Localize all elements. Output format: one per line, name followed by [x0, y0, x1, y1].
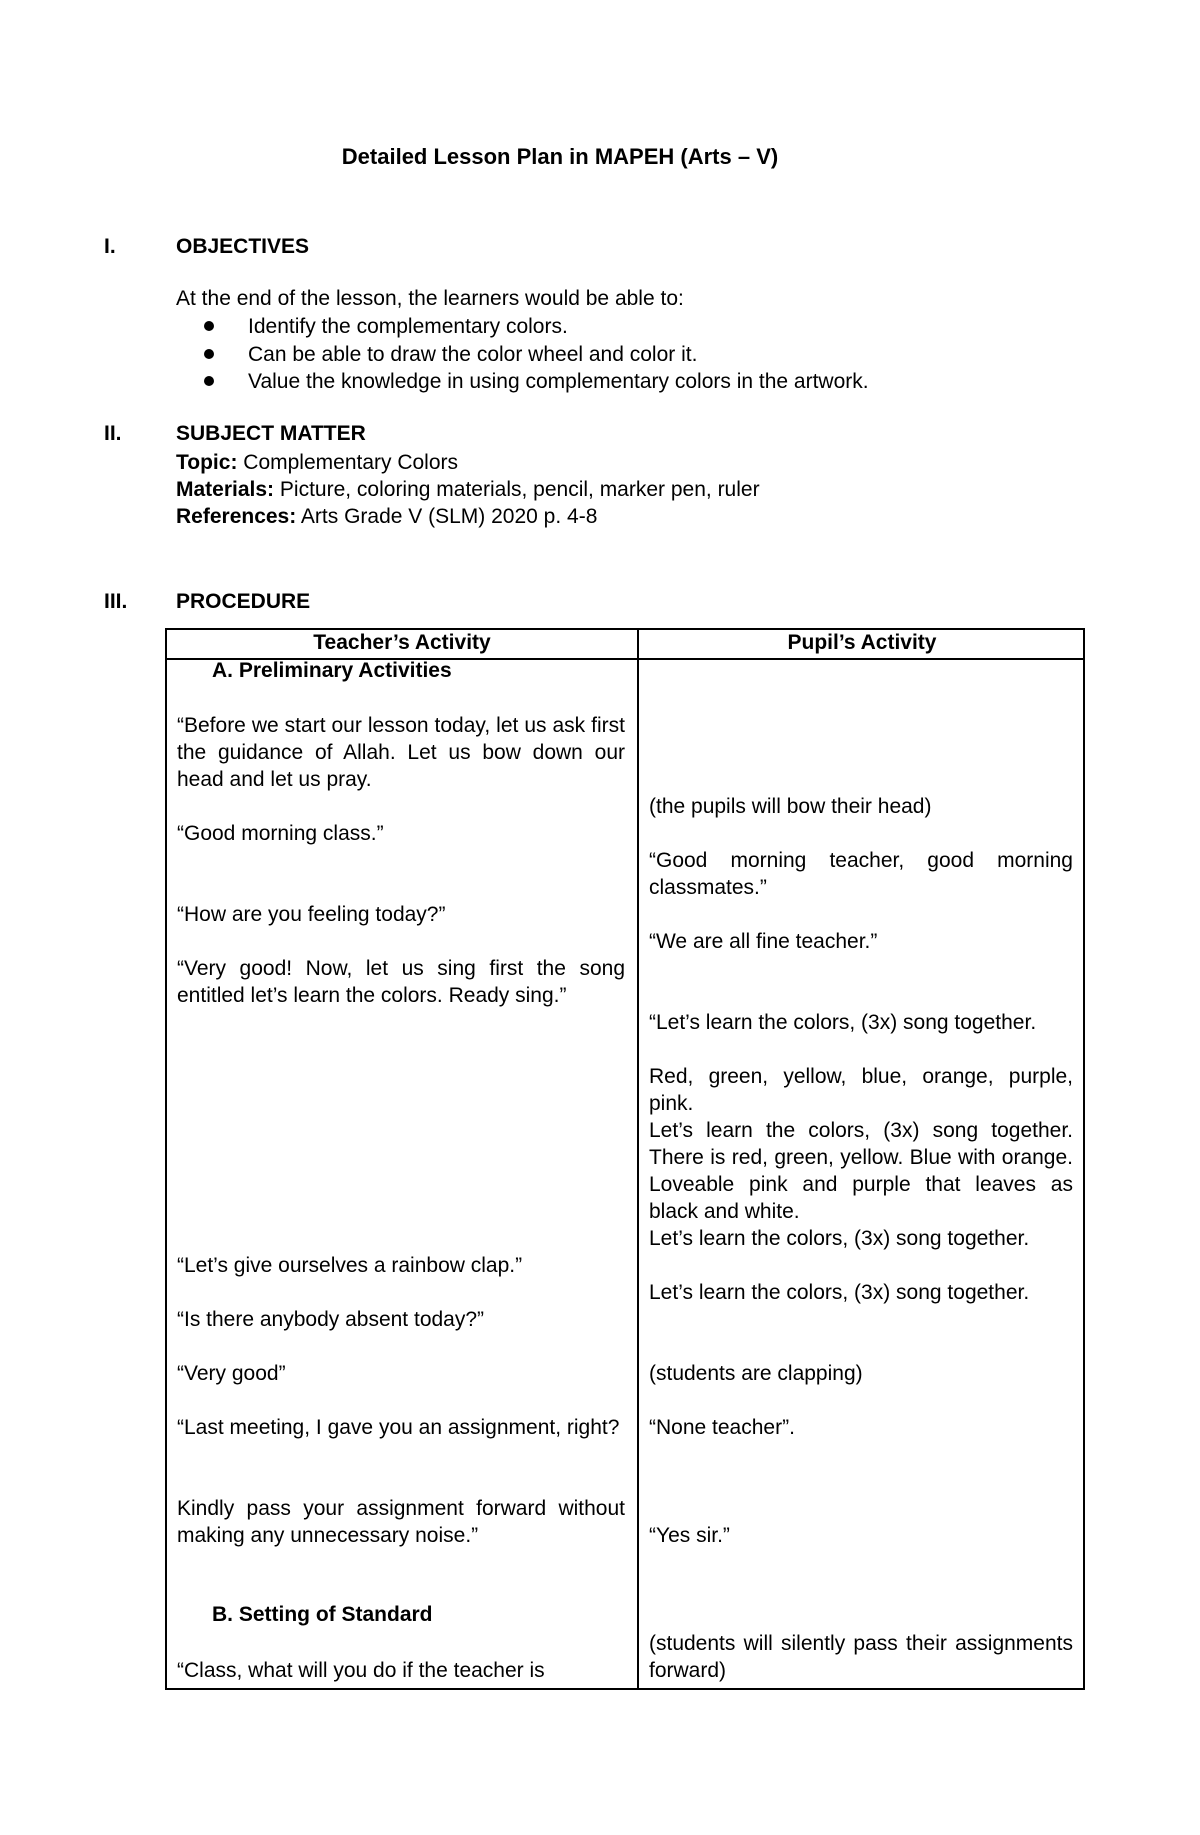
section-number: III.: [104, 590, 128, 613]
pupil-line: Let’s learn the colors, (3x) song together.: [649, 1281, 1030, 1304]
section-number: II.: [104, 422, 122, 445]
list-item: [204, 313, 869, 341]
section-heading-procedure: PROCEDURE: [176, 590, 311, 613]
pupil-line: Red, green, yellow, blue, orange, purple, pink.: [649, 1065, 1073, 1115]
references-label: References:: [176, 505, 297, 528]
pupil-line: “We are all fine teacher.”: [649, 930, 878, 953]
teacher-line: “Very good”: [177, 1362, 286, 1385]
pupil-line: (students are clapping): [649, 1362, 863, 1385]
teacher-line: “Let’s give ourselves a rainbow clap.”: [177, 1254, 523, 1277]
section-heading-objectives: OBJECTIVES: [176, 235, 310, 258]
pupil-line: (the pupils will bow their head): [649, 795, 932, 818]
pupil-line: “Let’s learn the colors, (3x) song together.: [649, 1011, 1037, 1034]
subheading-preliminary: A. Preliminary Activities: [212, 659, 452, 682]
section-number: I.: [104, 235, 116, 258]
teacher-line: “How are you feeling today?”: [177, 903, 446, 926]
pupil-line: “Good morning teacher, good morning classmates.”: [649, 849, 1073, 899]
teacher-line: “Is there anybody absent today?”: [177, 1308, 485, 1331]
list-item: [204, 368, 869, 396]
table-header-row: [167, 630, 1083, 660]
objectives-intro: At the end of the lesson, the learners would be able to:: [176, 287, 684, 310]
header-teacher-activity: Teacher’s Activity: [313, 631, 491, 654]
bullet-icon: [204, 376, 214, 386]
references-value: Arts Grade V (SLM) 2020 p. 4-8: [300, 505, 598, 528]
teacher-line: “Class, what will you do if the teacher is: [177, 1659, 545, 1682]
references-line: [176, 503, 597, 530]
teacher-line: “Very good! Now, let us sing first the song entitled let’s learn the colors. Ready sing.”: [177, 957, 625, 1007]
section-heading-subject-matter: SUBJECT MATTER: [176, 422, 366, 445]
objective-text: Can be able to draw the color wheel and color it.: [248, 342, 698, 366]
list-item: [204, 341, 869, 369]
pupil-line: “Yes sir.”: [649, 1524, 730, 1547]
objective-text: Value the knowledge in using complementary colors in the artwork.: [248, 370, 869, 393]
materials-value: Picture, coloring materials, pencil, marker pen, ruler: [279, 478, 760, 501]
topic-value: Complementary Colors: [243, 451, 459, 474]
topic-label: Topic:: [176, 451, 238, 474]
bullet-icon: [204, 349, 214, 359]
pupil-line: “None teacher”.: [649, 1416, 795, 1439]
teacher-line: “Good morning class.”: [177, 822, 384, 845]
page-title: Detailed Lesson Plan in MAPEH (Arts – V): [341, 144, 779, 169]
objectives-list: [204, 313, 869, 396]
teacher-line: “Last meeting, I gave you an assignment, right?: [177, 1416, 620, 1439]
bullet-icon: [204, 321, 214, 331]
objective-text: Identify the complementary colors.: [248, 315, 568, 338]
procedure-table: [165, 628, 1085, 1690]
teacher-line: “Before we start our lesson today, let us ask first the guidance of Allah. Let us bow down our head and let us pray.: [177, 714, 625, 791]
materials-line: [176, 476, 760, 503]
pupil-line: Let’s learn the colors, (3x) song together.: [649, 1227, 1030, 1250]
pupil-line: (students will silently pass their assignments forward): [649, 1632, 1073, 1682]
subheading-setting-standard: B. Setting of Standard: [212, 1603, 433, 1626]
header-pupil-activity: Pupil’s Activity: [787, 631, 937, 654]
teacher-line: Kindly pass your assignment forward without making any unnecessary noise.”: [177, 1497, 625, 1547]
materials-label: Materials:: [176, 478, 275, 501]
pupil-line: Let’s learn the colors, (3x) song together. There is red, green, yellow. Blue with orange. Loveable pink and purple that leaves as black and white.: [649, 1119, 1073, 1223]
topic-line: [176, 449, 458, 476]
column-divider: [637, 630, 639, 1688]
